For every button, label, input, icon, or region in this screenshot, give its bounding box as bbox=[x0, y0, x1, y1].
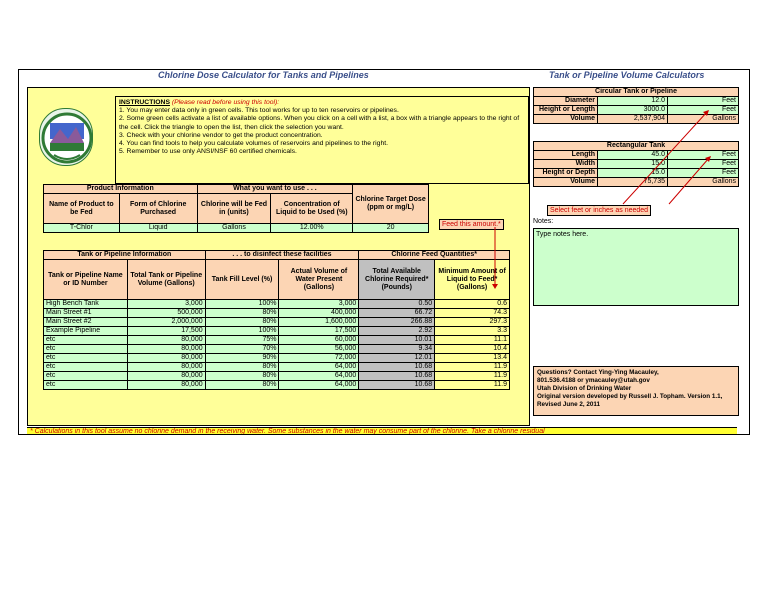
feet-arrow-1 bbox=[623, 112, 707, 204]
liquid-to-feed-cell: 3.3 bbox=[435, 327, 510, 336]
instruction-line: 1. You may enter data only in green cells. This tool works for up to ten reservoirs or pipelines. bbox=[119, 107, 399, 115]
rectangular-value-cell[interactable]: 15.0 bbox=[598, 160, 668, 169]
liquid-to-feed-cell: 13.4 bbox=[435, 354, 510, 363]
liquid-to-feed-cell: 11.9 bbox=[435, 372, 510, 381]
rectangular-label-cell: Volume bbox=[534, 178, 598, 187]
circular-unit-cell: Gallons bbox=[668, 115, 739, 124]
actual-volume-cell: 64,000 bbox=[279, 372, 359, 381]
feed-arrow-head bbox=[492, 284, 498, 289]
tank-name-cell[interactable]: etc bbox=[44, 363, 128, 372]
product-units-cell[interactable]: Gallons bbox=[197, 224, 271, 233]
instructions-note: (Please read before using this tool): bbox=[171, 99, 280, 106]
instruction-line: 3. Check with your chlorine vendor to get the product concentration. bbox=[119, 131, 323, 139]
chlorine-required-cell: 266.88 bbox=[359, 318, 435, 327]
contact-line: Utah Division of Drinking Water bbox=[537, 385, 632, 392]
actual-volume-cell: 400,000 bbox=[279, 309, 359, 318]
instructions-heading: INSTRUCTIONS bbox=[119, 99, 170, 106]
circular-title: Circular Tank or Pipeline bbox=[534, 88, 739, 97]
product-group-header: Product Information bbox=[44, 185, 198, 194]
col-tank-name: Tank or Pipeline Name or ID Number bbox=[44, 260, 128, 300]
rectangular-label-cell: Height or Depth bbox=[534, 169, 598, 178]
fill-level-cell[interactable]: 80% bbox=[205, 381, 279, 390]
actual-volume-cell: 56,000 bbox=[279, 345, 359, 354]
rectangular-unit-cell[interactable]: Feet bbox=[668, 169, 739, 178]
fill-level-cell[interactable]: 80% bbox=[205, 309, 279, 318]
tank-name-cell[interactable]: High Bench Tank bbox=[44, 300, 128, 309]
rectangular-value-cell[interactable]: 15.0 bbox=[598, 169, 668, 178]
rectangular-unit-cell[interactable]: Feet bbox=[668, 160, 739, 169]
tank-name-cell[interactable]: etc bbox=[44, 354, 128, 363]
tank-name-cell[interactable]: etc bbox=[44, 372, 128, 381]
col-fill-level: Tank Fill Level (%) bbox=[205, 260, 279, 300]
chlorine-required-cell: 10.68 bbox=[359, 372, 435, 381]
spreadsheet-sheet bbox=[18, 69, 750, 435]
liquid-to-feed-cell: 0.6 bbox=[435, 300, 510, 309]
product-concentration-cell[interactable]: 12.00% bbox=[271, 224, 353, 233]
circular-value-cell[interactable]: 12.0 bbox=[598, 97, 668, 106]
chlorine-required-cell: 10.68 bbox=[359, 381, 435, 390]
product-name-cell[interactable]: T-Chlor bbox=[44, 224, 120, 233]
actual-volume-cell: 3,000 bbox=[279, 300, 359, 309]
instruction-line: 4. You can find tools to help you calculate volumes of reservoirs and pipelines to the right. bbox=[119, 140, 389, 148]
col-product-name: Name of Product to be Fed bbox=[44, 194, 120, 224]
col-actual-volume: Actual Volume of Water Present (Gallons) bbox=[279, 260, 359, 300]
chlorine-required-cell: 10.68 bbox=[359, 363, 435, 372]
tank-name-cell[interactable]: Main Street #1 bbox=[44, 309, 128, 318]
chlorine-required-cell: 12.01 bbox=[359, 354, 435, 363]
rectangular-label-cell: Length bbox=[534, 151, 598, 160]
target-dose-header: Chlorine Target Dose (ppm or mg/L) bbox=[353, 185, 429, 224]
feed-group-header: Chlorine Feed Quantities* bbox=[359, 251, 510, 260]
circular-label-cell: Volume bbox=[534, 115, 598, 124]
liquid-to-feed-cell: 297.3 bbox=[435, 318, 510, 327]
actual-volume-cell: 60,000 bbox=[279, 336, 359, 345]
col-units: Chlorine will be Fed in (units) bbox=[197, 194, 271, 224]
tank-name-cell[interactable]: Main Street #2 bbox=[44, 318, 128, 327]
tank-volume-cell[interactable]: 80,000 bbox=[127, 363, 205, 372]
fill-level-cell[interactable]: 100% bbox=[205, 327, 279, 336]
liquid-to-feed-cell: 11.9 bbox=[435, 363, 510, 372]
col-chlorine-required: Total Available Chlorine Required* (Pounds) bbox=[359, 260, 435, 300]
fill-level-cell[interactable]: 75% bbox=[205, 336, 279, 345]
product-form-cell[interactable]: Liquid bbox=[119, 224, 197, 233]
contact-line: Questions? Contact Ying-Ying Macauley, bbox=[537, 369, 659, 376]
main-title: Chlorine Dose Calculator for Tanks and Pipelines bbox=[158, 70, 369, 80]
footnote: * Calculations in this tool assume no chlorine demand in the receiving water. Some substances in the water may consume part of the chlorine. Take a chlorine residual bbox=[27, 427, 737, 435]
circular-unit-cell[interactable]: Feet bbox=[668, 106, 739, 115]
chlorine-required-cell: 66.72 bbox=[359, 309, 435, 318]
actual-volume-cell: 72,000 bbox=[279, 354, 359, 363]
fill-level-cell[interactable]: 80% bbox=[205, 318, 279, 327]
circular-label-cell: Height or Length bbox=[534, 106, 598, 115]
col-liquid-to-feed: Minimum Amount of Liquid to Feed* (Gallons) bbox=[435, 260, 510, 300]
fill-level-cell[interactable]: 100% bbox=[205, 300, 279, 309]
tank-volume-cell[interactable]: 80,000 bbox=[127, 381, 205, 390]
rectangular-value-cell: 75,735 bbox=[598, 178, 668, 187]
chlorine-required-cell: 0.50 bbox=[359, 300, 435, 309]
fill-level-cell[interactable]: 80% bbox=[205, 372, 279, 381]
fill-level-cell[interactable]: 70% bbox=[205, 345, 279, 354]
contact-box bbox=[533, 366, 739, 416]
circular-value-cell[interactable]: 3000.0 bbox=[598, 106, 668, 115]
tank-name-cell[interactable]: etc bbox=[44, 336, 128, 345]
tank-volume-cell[interactable]: 80,000 bbox=[127, 372, 205, 381]
fill-level-cell[interactable]: 80% bbox=[205, 363, 279, 372]
tank-volume-cell[interactable]: 2,000,000 bbox=[127, 318, 205, 327]
tank-name-cell[interactable]: etc bbox=[44, 381, 128, 390]
want-group-header: What you want to use . . . bbox=[197, 185, 353, 194]
notes-label: Notes: bbox=[533, 218, 554, 225]
contact-line: 801.536.4188 or ymacauley@utah.gov bbox=[537, 377, 650, 384]
actual-volume-cell: 17,500 bbox=[279, 327, 359, 336]
tank-name-cell[interactable]: etc bbox=[44, 345, 128, 354]
rectangular-title: Rectangular Tank bbox=[534, 142, 739, 151]
actual-volume-cell: 64,000 bbox=[279, 381, 359, 390]
liquid-to-feed-cell: 10.4 bbox=[435, 345, 510, 354]
rectangular-value-cell[interactable]: 45.0 bbox=[598, 151, 668, 160]
notes-field[interactable] bbox=[533, 228, 739, 306]
liquid-to-feed-cell: 11.9 bbox=[435, 381, 510, 390]
rectangular-label-cell: Width bbox=[534, 160, 598, 169]
fill-level-cell[interactable]: 90% bbox=[205, 354, 279, 363]
contact-line: Original version developed by Russell J. Topham. Version 1.1, Revised June 2, 2011 bbox=[537, 393, 723, 408]
circular-unit-cell[interactable]: Feet bbox=[668, 97, 739, 106]
actual-volume-cell: 64,000 bbox=[279, 363, 359, 372]
rectangular-unit-cell[interactable]: Feet bbox=[668, 151, 739, 160]
tank-volume-cell[interactable]: 80,000 bbox=[127, 354, 205, 363]
instruction-line: 2. Some green cells activate a list of available options. When you click on a cell with a list, a box with a triangle appears to the right of the cell. Click the triangle to open the list, then click the selection you want. bbox=[119, 115, 520, 131]
circular-value-cell: 2,537,904 bbox=[598, 115, 668, 124]
select-feet-callout: Select feet or inches as needed bbox=[547, 205, 651, 216]
liquid-to-feed-cell: 74.3 bbox=[435, 309, 510, 318]
col-concentration: Concentration of Liquid to be Used (%) bbox=[271, 194, 353, 224]
instruction-line: 5. Remember to use only ANSI/NSF 60 certified chemicals. bbox=[119, 148, 297, 156]
tank-volume-cell[interactable]: 500,000 bbox=[127, 309, 205, 318]
actual-volume-cell: 1,600,000 bbox=[279, 318, 359, 327]
volume-title: Tank or Pipeline Volume Calculators bbox=[549, 70, 705, 80]
chlorine-required-cell: 2.92 bbox=[359, 327, 435, 336]
chlorine-required-cell: 10.01 bbox=[359, 336, 435, 345]
rectangular-unit-cell: Gallons bbox=[668, 178, 739, 187]
tank-volume-cell[interactable]: 3,000 bbox=[127, 300, 205, 309]
chlorine-required-cell: 9.34 bbox=[359, 345, 435, 354]
tank-volume-cell[interactable]: 17,500 bbox=[127, 327, 205, 336]
tank-group-header: Tank or Pipeline Information bbox=[44, 251, 206, 260]
notes-text: Type notes here. bbox=[536, 231, 589, 238]
feet-arrow-2 bbox=[669, 158, 709, 204]
circular-label-cell: Diameter bbox=[534, 97, 598, 106]
liquid-to-feed-cell: 11.1 bbox=[435, 336, 510, 345]
tank-volume-cell[interactable]: 80,000 bbox=[127, 336, 205, 345]
disinfect-group-header: . . . to disinfect these facilities bbox=[205, 251, 359, 260]
col-tank-volume: Total Tank or Pipeline Volume (Gallons) bbox=[127, 260, 205, 300]
col-form: Form of Chlorine Purchased bbox=[119, 194, 197, 224]
tank-volume-cell[interactable]: 80,000 bbox=[127, 345, 205, 354]
feed-amount-callout: Feed this amount.* bbox=[439, 219, 504, 230]
target-dose-cell[interactable]: 20 bbox=[353, 224, 429, 233]
tank-name-cell[interactable]: Example Pipeline bbox=[44, 327, 128, 336]
